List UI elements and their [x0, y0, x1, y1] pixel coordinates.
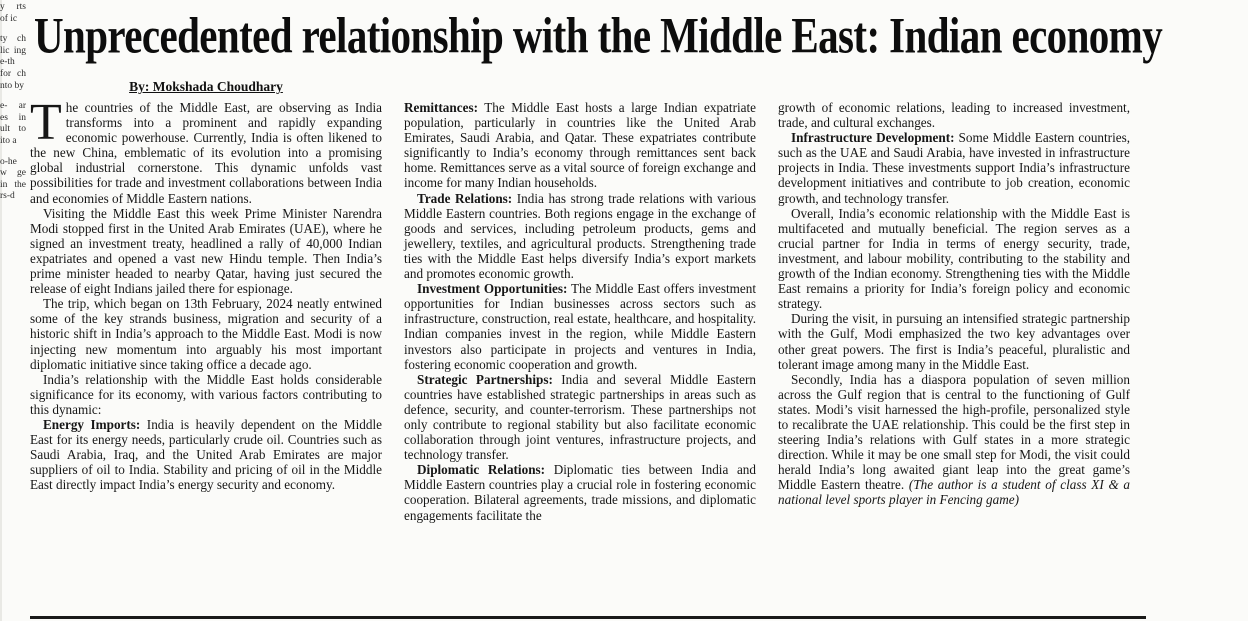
paragraph-text: Diplomatic ties between India and Middle Eastern countries play a crucial role in fostering economic cooperation. Bilateral agreements, trade missions, and diplomatic engagements facilitate the — [404, 462, 756, 523]
paragraph-lead: Diplomatic Relations: — [417, 462, 546, 478]
paragraph-strategic-partnerships — [404, 372, 756, 463]
paragraph-text: The Middle East hosts a large Indian expatriate population, particularly in countries like the United Arab Emirates, Saudi Arabia, and Qatar. These expatriates contribute significantly to India’s economy through remittances sent back home. Remittances serve as a vital source of foreign exchange and income for many Indian households. — [404, 100, 756, 191]
column-1 — [30, 94, 382, 493]
paragraph-text: India is heavily dependent on the Middle East for its energy needs, particularly crude oil. Countries such as Saudi Arabia, Iraq, and the United Arab Emirates are major suppliers of oil to India. Stability and pricing of oil in the Middle East directly impact India’s energy security and economy. — [30, 416, 382, 493]
paragraph-text: India and several Middle Eastern countries have established strategic partnerships in areas such as defence, security, and counter-terrorism. These partnerships not only contribute to regional stability but also facilitate economic collaboration through joint ventures, infrastructure projects, and technology transfer. — [404, 371, 756, 463]
sliver-fragment: e- ar es in ult to ito a — [0, 101, 26, 146]
paragraph-trade-relations — [404, 191, 756, 282]
paragraph: The trip, which began on 13th February, 2024 neatly entwined some of the key strands business, migration and security of a historic shift in India’s approach to the Middle East. Modi is now injecting new momentum into arguably his most important diplomatic initiative since taking office a decade ago. — [30, 296, 382, 372]
paragraph-text: The Middle East offers investment opportunities for Indian businesses across sectors such as infrastructure, construction, real estate, healthcare, and hospitality. Indian companies invest in the region, while Middle Eastern investors also participate in projects and ventures in India, fostering economic cooperation and growth. — [404, 281, 757, 372]
column-3 — [778, 100, 1130, 508]
paragraph: Visiting the Middle East this week Prime Minister Narendra Modi stopped first in the United Arab Emirates (UAE), where he signed an investment treaty, headlined a rally of 40,000 Indian expatriates and opened a vast new Hindu temple. Then India’s prime minister headed to nearby Qatar, having just secured the release of eight Indians jailed there for espionage. — [30, 205, 382, 297]
column-2 — [404, 100, 756, 523]
bottom-divider — [30, 616, 1146, 619]
paragraph-lead: Investment Opportunities: — [417, 281, 568, 297]
author-note: (The author is a student of class XI & a national level sports player in Fencing game) — [778, 477, 1130, 508]
page-bottom-margin — [0, 621, 1248, 635]
paragraph-lead: Strategic Partnerships: — [417, 371, 553, 387]
paragraph-text: Secondly, India has a diaspora population of seven million across the Gulf region that is central to the functioning of Gulf states. Modi’s visit harnessed the high-profile, personalized style to recalibrate the UAE relationship. This could be the first step in steering India’s relations with Gulf states in a more strategic direction. While it may be one small step for Modi, the visit could herald India’s long awaited giant leap into the great game’s Middle Eastern theatre. — [778, 371, 1130, 493]
sliver-fragment: ty ch lic ing e-th for ch nto by — [0, 34, 26, 91]
paragraph-investment-opportunities — [404, 281, 756, 372]
paragraph-diplomatic-relations — [404, 462, 756, 522]
paragraph-lead: Energy Imports: — [43, 416, 141, 432]
paragraph-text: Some Middle Eastern countries, such as the UAE and Saudi Arabia, have invested in infrastructure projects in India. These investments support India’s infrastructure development initiatives and contribute to job creation, economic growth, and technology transfer. — [778, 130, 1131, 206]
paragraph-lead: Infrastructure Development: — [791, 130, 955, 146]
sliver-fragment: y rts of ic — [0, 2, 26, 24]
paragraph-infrastructure-development — [778, 130, 1130, 205]
page-title: Unprecedented relationship with the Middle East: Indian economy — [34, 6, 1163, 64]
drop-cap: T — [30, 94, 62, 151]
article-body — [30, 0, 1163, 614]
paragraph — [30, 94, 382, 206]
byline-container — [30, 78, 382, 96]
paragraph: During the visit, in pursuing an intensified strategic partnership with the Gulf, Modi emphasized the two key advantages over other great powers. The first is India’s peaceful, pluralistic and tolerant image among many in the Middle East. — [778, 311, 1130, 372]
adjacent-column-sliver — [0, 0, 26, 614]
paragraph: India’s relationship with the Middle East holds considerable significance for its economy, with various factors contributing to this dynamic: — [30, 371, 382, 417]
paragraph-text: India has strong trade relations with various Middle Eastern countries. Both regions engage in the exchange of goods and services, including petroleum products, gems and jewellery, textiles, and agricultural products. Strengthening trade ties with the Middle East helps diversify India’s export markets and promotes economic growth. — [404, 190, 756, 282]
paragraph-lead: Trade Relations: — [417, 190, 513, 206]
paragraph: Overall, India’s economic relationship with the Middle East is multifaceted and mutually beneficial. The region serves as a crucial partner for India in terms of energy security, trade, investment, and labour mobility, contributing to the stability and growth of the Indian economy. Strengthening ties with the Middle East remains a priority for India’s foreign policy and economic strategy. — [778, 205, 1130, 312]
paragraph-energy-imports — [30, 417, 382, 492]
paragraph-final — [778, 372, 1130, 508]
paragraph-continuation: growth of economic relations, leading to increased investment, trade, and cultural exchanges. — [778, 100, 1130, 131]
paragraph-lead: Remittances: — [404, 100, 478, 115]
sliver-fragment: o-he w ge in the rs-d — [0, 156, 26, 202]
paragraph-text: he countries of the Middle East, are observing as India transforms into a prominent and rapidly expanding economic powerhouse. Currently, India is often likened to the new China, emblematic of its evolution into a promising global industrial cornerstone. This dynamic unfolds vast possibilities for trade and investment collaborations between India and economies of Middle Eastern nations. — [30, 100, 382, 206]
paragraph-remittances — [404, 100, 756, 191]
byline: By: Mokshada Choudhary — [129, 79, 283, 94]
text-columns — [30, 94, 1148, 523]
